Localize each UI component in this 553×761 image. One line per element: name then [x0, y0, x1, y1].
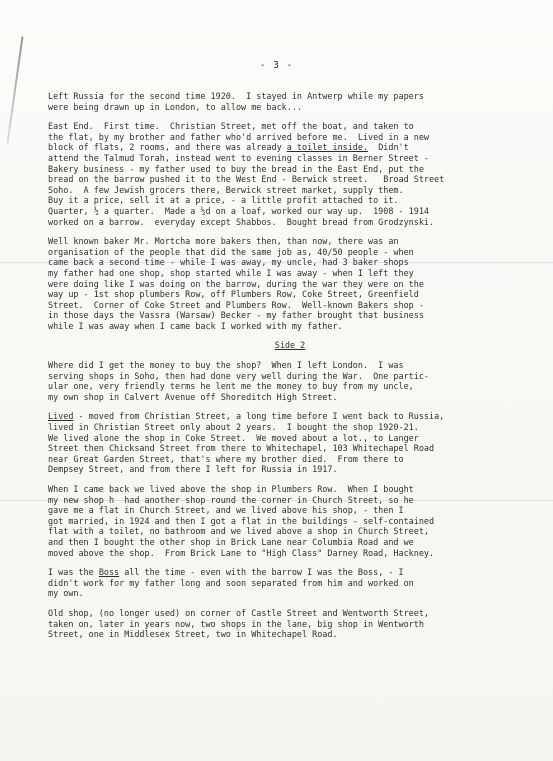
text-line: flat with a toilet, no bathroom and we lived above a shop in Church Street, [48, 526, 429, 537]
paragraph [48, 236, 532, 331]
text-line: Lived - moved from Christian Street, a long time before I went back to Russia, [48, 411, 445, 422]
document-body [48, 91, 532, 649]
text-line: my new shop h had another shop round the corner in Church Street, so he [48, 494, 414, 505]
text-line: my own shop in Calvert Avenue off Shoreditch High Street. [48, 391, 338, 402]
text-line: attend the Talmud Torah, instead went to evening classes in Berner Street - [48, 152, 429, 163]
text-line: Street. Corner of Coke Street and Plumbers Row. Well-known Bakers shop - [48, 299, 424, 310]
paragraph [48, 484, 532, 558]
text-line: Quarter, ½ a quarter. Made a ½d on a loaf, worked our way up. 1908 - 1914 [48, 205, 429, 216]
text-line: We lived alone the shop in Coke Street. We moved about a lot., to Langer [48, 432, 419, 443]
text-line: Old shop, (no longer used) on corner of Castle Street and Wentworth Street, [48, 607, 429, 618]
text-line: Bakery business - my father used to buy the bread in the East End, put the [48, 163, 424, 174]
text-line: organisation of the people that did the same job as, 40/50 people - when [48, 246, 414, 257]
text-line: my father had one shop, shop started while I was away - when I left they [48, 267, 414, 278]
page-number: - 3 - [259, 60, 294, 71]
text-line: and then I bought the other shop in Brick Lane near Columbia Road and we [48, 536, 414, 547]
text-line: Dempsey Street, and from there I left for Russia in 1917. [48, 464, 338, 475]
text-line: Left Russia for the second time 1920. I stayed in Antwerp while my papers [48, 91, 424, 101]
text-line: Buy it a price, sell it at a price, - a little profit attached to it. [48, 195, 399, 206]
text-line: When I came back we lived above the shop in Plumbers Row. When I bought [48, 484, 414, 494]
text-line: the flat, by my brother and father who'd arrived before me. Lived in a new [48, 131, 429, 142]
paragraph [48, 608, 532, 640]
text-line: Street then Chicksand Street from there to Whitechapel, 103 Whitechapel Road [48, 443, 435, 454]
text-line: near Great Garden Street, that's where my brother died. From there to [48, 453, 404, 464]
text-line: Where did I get the money to buy the shop? When I left London. I was [48, 360, 404, 371]
text-line: in those days the Vassra (Warsaw) Becker - my father brought that business [48, 310, 424, 321]
text-line: Soho. A few Jewish grocers there, Berwick street market, supply them. [48, 184, 404, 195]
text-line: I was the Boss all the time - even with the barrow I was the Boss, - I [48, 567, 404, 578]
text-line: Street, one in Middlesex Street, two in Whitechapel Road. [48, 629, 338, 640]
margin-pen-mark [6, 36, 23, 143]
paragraph [48, 91, 532, 112]
text-line: were doing like I was doing on the barrow, during the war they were on the [48, 278, 424, 289]
text-line: serving shops in Soho, then had done very well during the War. One partic- [48, 370, 429, 381]
text-line: ular one, very friendly terms he lent me the money to buy from my uncle, [48, 381, 414, 392]
text-line: were being drawn up in London, to allow me back... [48, 101, 302, 112]
text-line: taken on, later in years now, two shops in the lane, big shop in Wentworth [48, 618, 424, 629]
text-line: came back a second time - while I was away, my uncle, had 3 baker shops [48, 257, 409, 268]
text-line: Well known baker Mr. Mortcha more bakers then, than now, there was an [48, 236, 399, 247]
text-line: didn't work for my father long and soon separated from him and worked on [48, 577, 414, 588]
text-line: East End. First time. Christian Street, met off the boat, and taken to [48, 121, 414, 132]
section-heading: Side 2 [274, 340, 306, 351]
text-line: gave me a flat in Church Street, and we lived above his shop, - then I [48, 505, 404, 516]
text-line: lived in Christian Street only about 2 years. I bought the shop 1920-21. [48, 422, 419, 433]
paragraph [48, 411, 532, 475]
text-line: while I was away when I came back I worked with my father. [48, 320, 343, 331]
text-line: way up - 1st shop plumbers Row, off Plumbers Row, Coke Street, Greenfield [48, 289, 419, 300]
paragraph [48, 567, 532, 599]
text-line: worked on a barrow. everyday except Shabbos. Bought bread from Grodzynski. [48, 216, 435, 227]
text-line: got married, in 1924 and then I got a flat in the buildings - self-contained [48, 515, 435, 526]
paragraph [48, 121, 532, 227]
text-line: my own. [48, 588, 84, 599]
text-line: block of flats, 2 rooms, and there was already a toilet inside. Didn't [48, 142, 409, 153]
text-line: bread on the barrow pushed it to the West End - Berwick street. Broad Street [48, 174, 445, 185]
text-line: moved above the shop. From Brick Lane to "High Class" Darney Road, Hackney. [48, 547, 435, 558]
paragraph [48, 360, 532, 402]
